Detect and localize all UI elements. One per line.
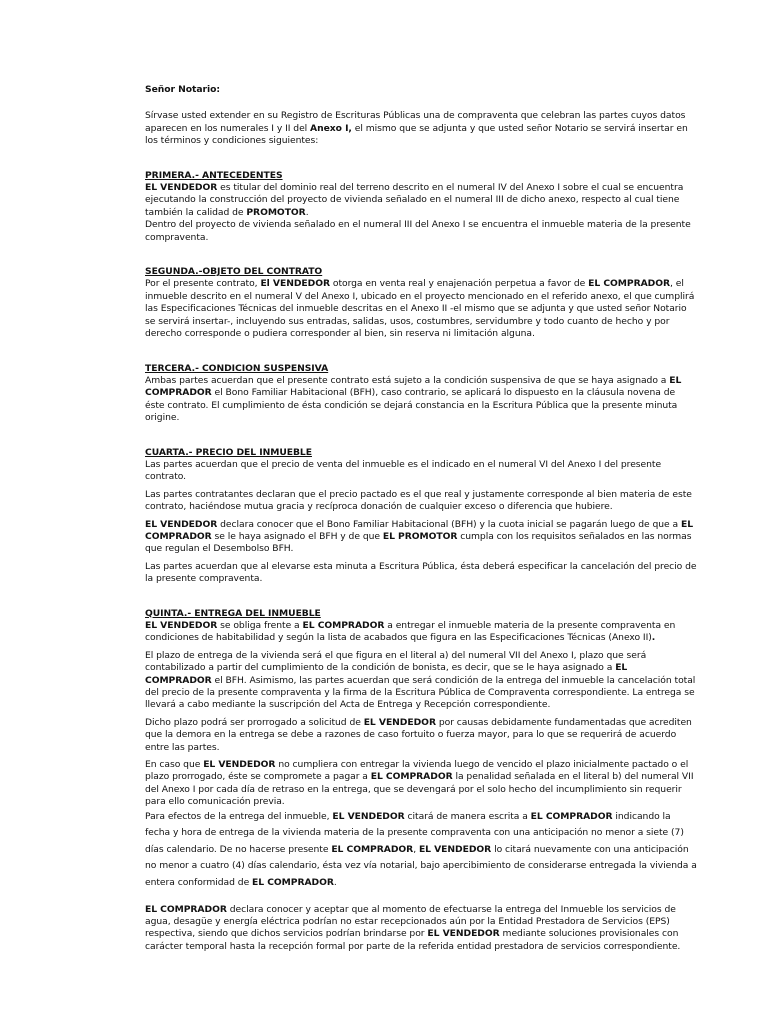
clause-text: citará de manera escrita a <box>404 810 531 822</box>
clause-text: Dicho plazo podrá ser prorrogado a solicitud de <box>145 716 364 728</box>
clause-primera <box>145 170 697 244</box>
intro-text: el mismo que se adjunta y que usted señor Notario se servirá insertar en los términos y condiciones siguientes: <box>145 122 688 147</box>
clause-paragraph <box>145 519 697 556</box>
clause-text: es titular del dominio real del terreno descrito en el numeral IV del Anexo I sobre el cual se encuentra ejecutando la construcción del proyecto de vivienda señalado en el numeral III de dicho anexo, respecto al cual tiene también la calidad de <box>145 182 684 218</box>
clause-text: , <box>413 843 419 855</box>
party-name: EL COMPRADOR <box>302 620 385 631</box>
party-name: EL COMPRADOR <box>145 518 693 542</box>
clause-period: . <box>651 632 656 644</box>
clause-text: , el inmueble descrito en el numeral V del Anexo I, ubicado en el proyecto mencionado en el referido anexo, el que cumplirá las Especificaciones Técnicas del inmueble descritas en el Anexo II -el mismo que se adjunta y que usted señor Notario se servirá insertar-, incluyendo sus entradas, salidas, usos, costumbres, servidumbre y todo cuanto de hecho y por derecho corresponde o pudiera corresponder al bien, sin reserva ni limitación alguna. <box>145 278 695 340</box>
clause-text: el Bono Familiar Habitacional (BFH), caso contrario, se aplicará lo dispuesto en la cláusula novena de éste contrato. El cumplimiento de ésta condición se dejará constancia en la Escritura Pública que la presente minuta origine. <box>145 387 678 424</box>
clause-paragraph: Las partes contratantes declaran que el precio pactado es el que real y justamente corresponde al bien materia de este contrato, haciéndose mutua gracia y recíproca donación de cualquier exceso o diferencia que hubiere. <box>145 488 692 513</box>
clause-paragraph: Dentro del proyecto de vivienda señalado en el numeral III del Anexo I se encuentra el inmueble materia de la presente compraventa. <box>145 219 691 243</box>
clause-title: CUARTA.- PRECIO DEL INMUEBLE <box>145 446 312 458</box>
clause-text: la penalidad señalada en el literal b) del numeral VII del Anexo I por cada día de retraso en la entrega, que se devengará por el solo hecho del incumplimiento sin requerir para ello comunicación previa. <box>145 771 694 808</box>
clause-text: indicando la fecha y hora de entrega de la vivienda materia de la presente compraventa con una anticipación no menor a siete (7) días calendario. De no hacerse presente <box>145 810 684 855</box>
party-name: EL COMPRADOR <box>588 278 671 290</box>
clause-cuarta <box>145 447 697 586</box>
clause-title: PRIMERA.- ANTECEDENTES <box>145 169 283 181</box>
annex-ref: Anexo I, <box>310 122 352 134</box>
clause-text: no cumpliera con entregar la vivienda luego de vencido el plazo inicialmente pactado o el plazo prorrogado, éste se compromete a pagar a <box>145 759 689 783</box>
clause-paragraph: Las partes acuerdan que al elevarse esta minuta a Escritura Pública, ésta deberá especificar la cancelación del precio de la presente compraventa. <box>145 560 697 585</box>
party-name: El VENDEDOR <box>260 278 331 290</box>
clause-text: mediante soluciones provisionales con carácter temporal hasta la recepción formal por parte de la referida entidad prestadora de servicios correspondiente. <box>145 928 681 952</box>
party-name: EL COMPRADOR <box>370 771 453 783</box>
clause-segunda <box>145 266 697 340</box>
clause-paragraph <box>145 759 697 809</box>
clause-text: El plazo de entrega de la vivienda será el que figura en el literal a) del numeral VII del Anexo I, plazo que será contabilizado a partir del cumplimiento de la condición de bonista, es decir, que se le haya asignado a <box>145 649 647 674</box>
intro-paragraph <box>145 110 697 147</box>
party-name: EL VENDEDOR <box>427 928 500 940</box>
party-name: EL COMPRADOR <box>145 903 227 915</box>
clause-paragraph <box>145 717 697 754</box>
party-name: PROMOTOR <box>246 206 306 218</box>
intro-text: Sírvase usted extender en su Registro de Escrituras Públicas una de compraventa que celebran las partes cuyos datos aparecen en los numerales I y II del <box>145 110 686 134</box>
party-name: EL COMPRADOR <box>331 843 414 855</box>
party-name: EL VENDEDOR <box>145 518 218 530</box>
clause-title: QUINTA.- ENTREGA DEL INMUEBLE <box>145 607 321 619</box>
clause-text: Por el presente contrato, <box>145 278 261 290</box>
clause-text: el BFH. Asimismo, las partes acuerdan que será condición de la entrega del inmueble la cancelación total del precio de la presente compraventa y la firma de la Escritura Pública de Compraventa correspondiente. La entrega se llevará a cabo mediante la suscripción del Acta de Entrega y Recepción correspondiente. <box>145 674 696 711</box>
clause-text: a entregar el inmueble materia de la presente compraventa en condiciones de habitabilidad y según la lista de acabados que figura en las Especificaciones Técnicas (Anexo II) <box>145 620 676 644</box>
party-name: EL VENDEDOR <box>363 716 436 728</box>
clause-text: En caso que <box>145 759 204 771</box>
clause-text: se obliga frente a <box>217 620 303 631</box>
party-name: EL VENDEDOR <box>145 620 218 631</box>
clause-text: . <box>305 206 309 218</box>
clause-paragraph <box>145 375 697 425</box>
clause-paragraph <box>145 182 697 219</box>
document-page <box>145 84 697 975</box>
clause-text: Ambas partes acuerdan que el presente contrato está sujeto a la condición suspensiva de que se haya asignado a <box>145 374 670 386</box>
clause-text: se le haya asignado el BFH y de que <box>211 530 383 542</box>
party-name: EL VENDEDOR <box>145 182 218 194</box>
clause-paragraph <box>145 904 697 954</box>
clause-paragraph <box>145 650 697 712</box>
clause-text: por causas debidamente fundamentadas que acrediten que la demora en la entrega se debe a razones de caso fortuito o fuerza mayor, para lo que se requerirá de acuerdo entre las partes. <box>145 716 692 753</box>
clause-paragraph <box>145 809 697 892</box>
clause-paragraph: Las partes acuerdan que el precio de venta del inmueble es el indicado en el numeral VI del Anexo I del presente contrato. <box>145 458 662 483</box>
clause-paragraph <box>145 620 697 645</box>
clause-text: cumpla con los requisitos señalados en las normas que regulan el Desembolso BFH. <box>145 530 692 555</box>
clause-text: declara conocer que el Bono Familiar Habitacional (BFH) y la cuota inicial se pagarán luego de que a <box>217 518 681 530</box>
clause-paragraph <box>145 278 697 340</box>
party-name: EL VENDEDOR <box>418 843 492 855</box>
clause-text: . <box>333 877 337 889</box>
clause-text: declara conocer y aceptar que al momento de efectuarse la entrega del Inmueble los servicios de agua, desagüe y energía eléctrica podrían no estar recepcionados aún por la Entidad Prestadora de Servicios (EPS) respectiva, siendo que dichos servicios podrían brindarse por <box>145 903 676 940</box>
greeting: Señor Notario: <box>145 84 220 95</box>
clause-tercera <box>145 363 697 425</box>
clause-text: lo citará nuevamente con una anticipación no menor a cuatro (4) días calendario, ésta vez vía notarial, bajo apercibimiento de considerarse entregada la vivienda a entera conformidad de <box>145 843 697 889</box>
clause-quinta <box>145 608 697 954</box>
party-name: EL COMPRADOR <box>145 662 628 686</box>
clause-text: otorga en venta real y enajenación perpetua a favor de <box>330 278 589 290</box>
party-name: EL PROMOTOR <box>382 530 458 542</box>
clause-title: SEGUNDA.-OBJETO DEL CONTRATO <box>145 266 323 278</box>
clause-title: TERCERA.- CONDICION SUSPENSIVA <box>145 362 329 374</box>
party-name: EL VENDEDOR <box>332 810 405 822</box>
party-name: EL COMPRADOR <box>145 374 682 399</box>
clause-text: Para efectos de la entrega del inmueble, <box>145 810 333 822</box>
party-name: EL VENDEDOR <box>203 759 276 771</box>
party-name: EL COMPRADOR <box>252 877 334 889</box>
party-name: EL COMPRADOR <box>530 810 613 822</box>
